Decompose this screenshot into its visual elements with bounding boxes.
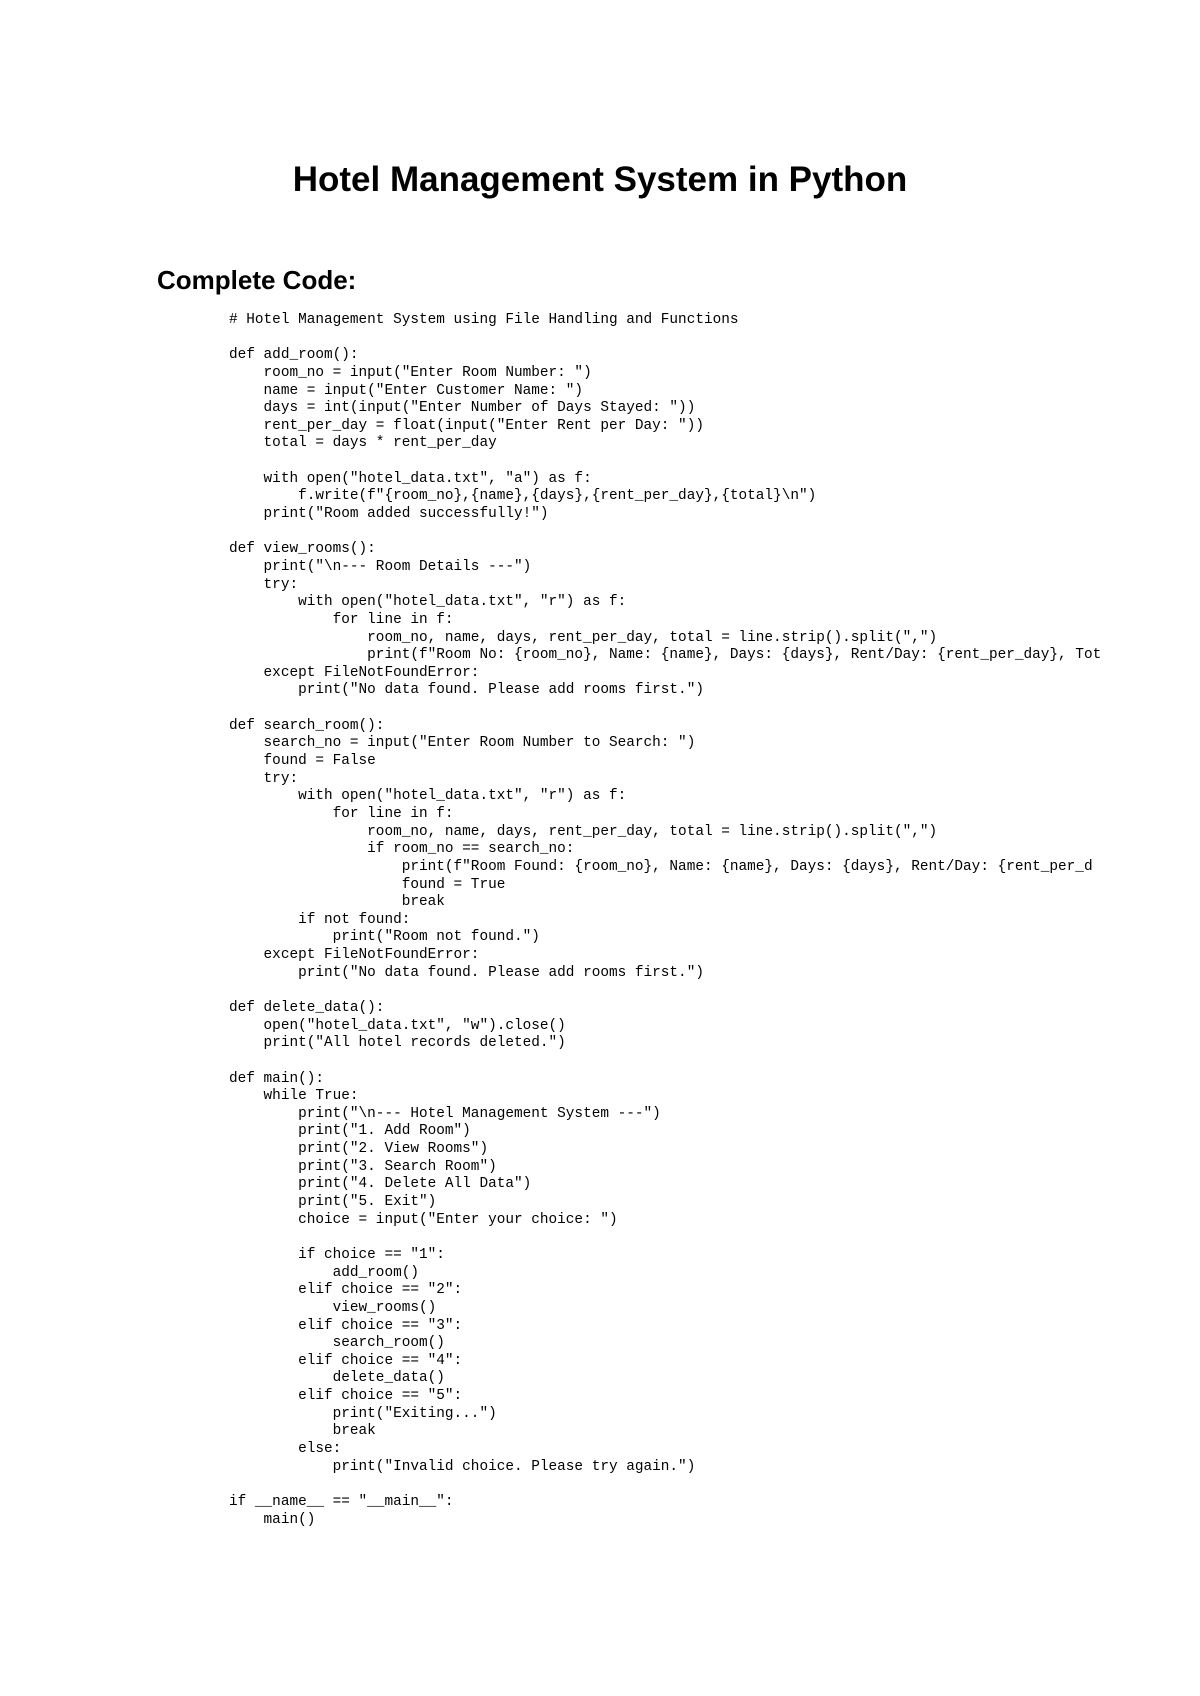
code-line: print("No data found. Please add rooms first.") — [229, 682, 704, 699]
code-line: elif choice == "5": — [229, 1388, 463, 1405]
code-line — [229, 330, 1200, 348]
code-line: print("No data found. Please add rooms first.") — [229, 964, 704, 981]
code-line: print(f"Room Found: {room_no}, Name: {name}, Days: {days}, Rent/Day: {rent_per_d — [229, 858, 1093, 875]
code-line: print("Room added successfully!") — [229, 506, 549, 523]
code-line: print("Exiting...") — [229, 1405, 497, 1422]
code-line: with open("hotel_data.txt", "r") as f: — [229, 788, 627, 805]
code-line: if not found: — [229, 911, 411, 928]
code-line: except FileNotFoundError: — [229, 947, 480, 964]
code-line: def delete_data(): — [229, 999, 385, 1016]
code-line: print("Invalid choice. Please try again.") — [229, 1458, 696, 1475]
code-line: print("5. Exit") — [229, 1194, 437, 1211]
code-line: found = True — [229, 876, 506, 893]
code-line: print("1. Add Room") — [229, 1123, 471, 1140]
code-line: print("2. View Rooms") — [229, 1141, 489, 1158]
code-line — [229, 1476, 1200, 1494]
code-line: print(f"Room No: {room_no}, Name: {name}, Days: {days}, Rent/Day: {rent_per_day}, Tot — [229, 647, 1102, 664]
code-line: room_no, name, days, rent_per_day, total = line.strip().split(",") — [229, 823, 938, 840]
document-title: Hotel Management System in Python — [292, 160, 908, 199]
code-line: if choice == "1": — [229, 1246, 445, 1263]
code-line: open("hotel_data.txt", "w").close() — [229, 1017, 566, 1034]
code-line — [229, 700, 1200, 718]
code-line: add_room() — [229, 1264, 419, 1281]
code-line: print("All hotel records deleted.") — [229, 1035, 566, 1052]
code-line: room_no = input("Enter Room Number: ") — [229, 364, 592, 381]
code-line — [229, 1229, 1200, 1247]
code-line: f.write(f"{room_no},{name},{days},{rent_per_day},{total}\n") — [229, 488, 817, 505]
code-line: for line in f: — [229, 611, 454, 628]
code-line: with open("hotel_data.txt", "r") as f: — [229, 594, 627, 611]
code-line: main() — [229, 1511, 316, 1528]
code-line: view_rooms() — [229, 1299, 437, 1316]
code-line: else: — [229, 1441, 342, 1457]
code-line: delete_data() — [229, 1370, 445, 1387]
section-heading: Complete Code: — [157, 265, 357, 295]
code-line: elif choice == "4": — [229, 1352, 463, 1369]
code-line: if room_no == search_no: — [229, 841, 575, 858]
code-line — [229, 982, 1200, 1000]
code-line — [229, 1053, 1200, 1071]
code-line: name = input("Enter Customer Name: ") — [229, 382, 584, 399]
code-line: except FileNotFoundError: — [229, 664, 480, 681]
code-line: try: — [229, 770, 299, 787]
code-block — [229, 312, 1200, 1552]
code-line: def add_room(): — [229, 347, 359, 364]
code-line: elif choice == "3": — [229, 1317, 463, 1334]
code-line: found = False — [229, 753, 376, 770]
code-line: days = int(input("Enter Number of Days Stayed: ")) — [229, 400, 696, 417]
code-line — [229, 524, 1200, 542]
code-line: while True: — [229, 1088, 359, 1105]
code-line: print("\n--- Hotel Management System ---") — [229, 1105, 661, 1122]
code-line: room_no, name, days, rent_per_day, total = line.strip().split(",") — [229, 629, 938, 646]
code-line: search_no = input("Enter Room Number to Search: ") — [229, 735, 696, 752]
code-line: rent_per_day = float(input("Enter Rent per Day: ")) — [229, 417, 704, 434]
code-line: print("4. Delete All Data") — [229, 1176, 532, 1193]
code-line: print("3. Search Room") — [229, 1158, 497, 1175]
code-line: # Hotel Management System using File Handling and Functions — [229, 312, 739, 328]
code-line: if __name__ == "__main__": — [229, 1493, 454, 1510]
code-line: break — [229, 1423, 376, 1440]
code-line: try: — [229, 576, 299, 593]
code-line: with open("hotel_data.txt", "a") as f: — [229, 470, 592, 487]
code-line: search_room() — [229, 1335, 445, 1352]
code-line — [229, 453, 1200, 471]
code-line: elif choice == "2": — [229, 1282, 463, 1299]
code-line: choice = input("Enter your choice: ") — [229, 1211, 618, 1228]
code-line: def main(): — [229, 1070, 324, 1087]
code-line: print("Room not found.") — [229, 929, 540, 946]
code-line: def view_rooms(): — [229, 541, 376, 558]
code-line: total = days * rent_per_day — [229, 435, 497, 452]
code-line: def search_room(): — [229, 717, 385, 734]
code-line: print("\n--- Room Details ---") — [229, 558, 532, 575]
code-line: for line in f: — [229, 805, 454, 822]
code-line: break — [229, 894, 445, 911]
